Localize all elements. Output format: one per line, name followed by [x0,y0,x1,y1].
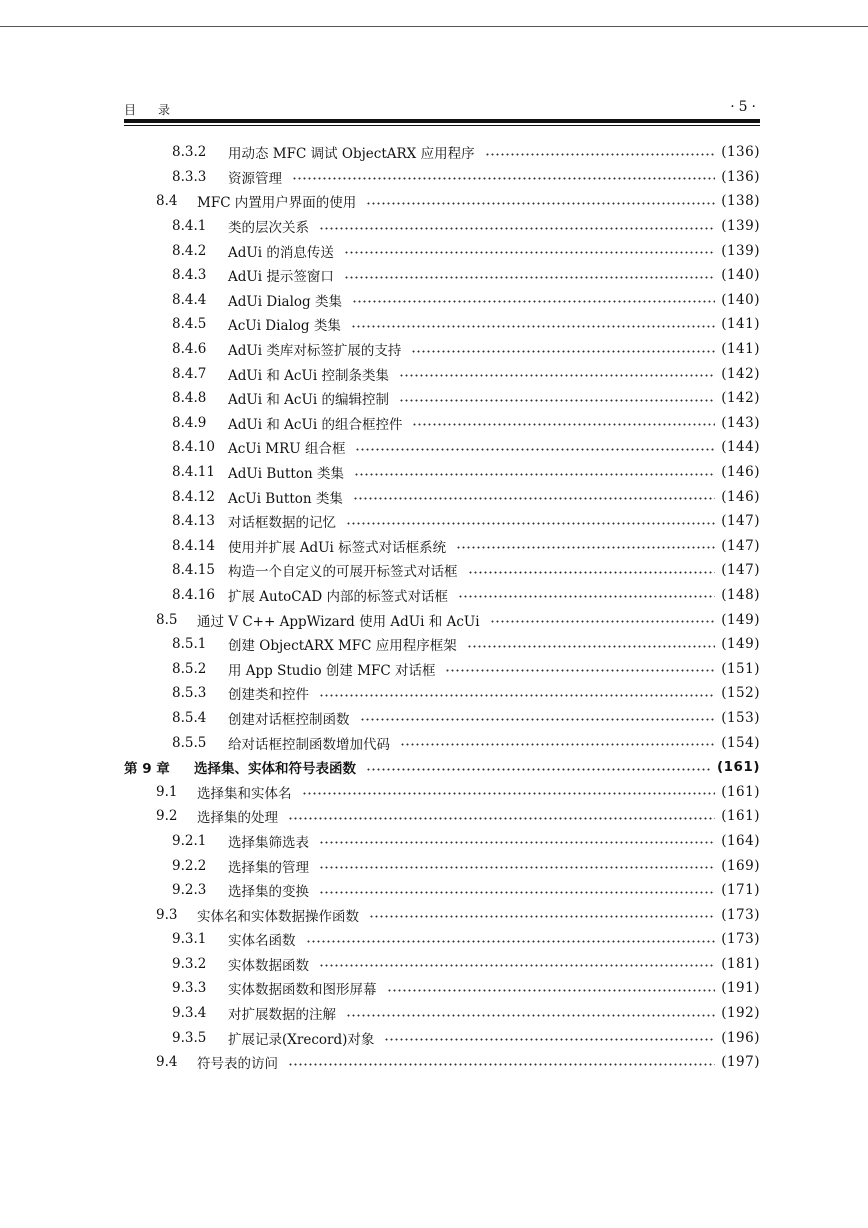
toc-entry-title: 资源管理 [228,170,282,187]
toc-dot-leader [355,448,715,451]
toc-dot-leader [319,841,715,844]
toc-entry-title: 通过 V C++ AppWizard 使用 AdUi 和 AcUi [197,613,480,630]
toc-section-entry [124,804,760,829]
toc-entry-page: (138) [721,193,760,210]
toc-entry-page: (192) [721,1005,760,1022]
toc-dot-leader [319,891,715,894]
toc-subsection-entry [124,706,760,731]
toc-entry-title: 创建类和控件 [228,687,309,704]
toc-section-entry [124,1050,760,1075]
toc-entry-number: 8.3.2 [172,144,207,161]
toc-entry-number: 8.4.10 [172,439,215,456]
toc-entry-page: (169) [721,857,760,874]
toc-entry-number: 8.4.7 [172,365,207,382]
toc-entry-page: (147) [721,513,760,530]
toc-subsection-entry [124,361,760,386]
toc-entry-number: 9.4 [156,1054,178,1071]
toc-subsection-entry [124,312,760,337]
toc-entry-title: 对话框数据的记忆 [228,515,336,532]
toc-subsection-entry [124,337,760,362]
toc-subsection-entry [124,411,760,436]
header-title: 目录 [124,103,193,117]
toc-entry-page: (161) [721,808,760,825]
toc-subsection-entry [124,952,760,977]
toc-entry-title: AcUi Button 类集 [228,490,343,507]
toc-dot-leader [352,300,715,303]
toc-subsection-entry [124,460,760,485]
toc-subsection-entry [124,165,760,190]
toc-section-entry [124,902,760,927]
toc-entry-number: 8.5.2 [172,660,207,677]
toc-subsection-entry [124,878,760,903]
toc-entry-page: (161) [716,759,760,776]
header-rule-thick [124,119,760,123]
toc-dot-leader [306,940,716,943]
toc-subsection-entry [124,263,760,288]
toc-subsection-entry [124,288,760,313]
toc-entry-number: 9.2.1 [172,832,207,849]
toc-subsection-entry [124,509,760,534]
toc-subsection-entry [124,1001,760,1026]
toc-entry-page: (141) [721,316,760,333]
toc-entry-title: 选择集的处理 [197,810,278,827]
toc-subsection-entry [124,214,760,239]
toc-entry-page: (146) [721,488,760,505]
toc-entry-title: 选择集、实体和符号表函数 [194,761,356,778]
toc-subsection-entry [124,730,760,755]
toc-entry-number: 8.4.3 [172,267,207,284]
toc-dot-leader [400,743,715,746]
toc-entry-title: 构造一个自定义的可展开标签式对话框 [228,564,458,581]
toc-dot-leader [302,792,716,795]
toc-entry-number: 8.4 [156,193,178,210]
toc-entry-title: 选择集和实体名 [197,785,292,802]
toc-entry-page: (197) [721,1054,760,1071]
toc-entry-page: (161) [721,783,760,800]
toc-entry-title: AdUi Button 类集 [228,466,344,483]
toc-entry-title: 选择集的变换 [228,884,309,901]
toc-entry-page: (151) [721,660,760,677]
toc-entry-page: (154) [721,734,760,751]
toc-dot-leader [319,694,715,697]
toc-entry-page: (140) [721,291,760,308]
toc-entry-number: 9.3.4 [172,1005,207,1022]
toc-entry-title: AdUi 类库对标签扩展的支持 [228,343,402,360]
toc-entry-number: 8.4.4 [172,291,207,308]
toc-entry-title: 扩展记录(Xrecord)对象 [228,1031,375,1048]
toc-entry-title: AdUi 的消息传送 [228,244,334,261]
toc-entry-page: (146) [721,464,760,481]
toc-entry-number: 8.5.3 [172,685,207,702]
toc-entry-title: 符号表的访问 [197,1056,278,1073]
toc-entry-number: 8.4.1 [172,218,207,235]
toc-entry-number: 8.4.2 [172,242,207,259]
toc-dot-leader [369,915,715,918]
toc-entry-number: 8.3.3 [172,168,207,185]
toc-entry-number: 8.4.13 [172,513,215,530]
toc-dot-leader [319,866,715,869]
toc-entry-title: 对扩展数据的注解 [228,1007,336,1024]
toc-subsection-entry [124,632,760,657]
toc-dot-leader [288,817,715,820]
toc-entry-page: (173) [721,906,760,923]
toc-subsection-entry [124,681,760,706]
toc-dot-leader [292,177,715,180]
toc-dot-leader [319,964,715,967]
toc-section-entry [124,779,760,804]
toc-dot-leader [412,423,715,426]
toc-dot-leader [467,645,715,648]
toc-dot-leader [344,251,715,254]
toc-entry-page: (148) [721,586,760,603]
toc-dot-leader [346,1014,715,1017]
toc-entry-page: (152) [721,685,760,702]
toc-entry-page: (173) [721,931,760,948]
toc-entry-number: 9.3.2 [172,955,207,972]
toc-entry-page: (181) [721,955,760,972]
toc-entry-title: MFC 内置用户界面的使用 [197,195,357,212]
toc-entry-title: AdUi 和 AcUi 的组合框控件 [228,416,403,433]
toc-subsection-entry [124,484,760,509]
toc-entry-title: AdUi Dialog 类集 [228,293,342,310]
toc-dot-leader [360,718,716,721]
toc-chapter-entry [124,755,760,780]
toc-entry-title: 类的层次关系 [228,220,309,237]
toc-entry-page: (147) [721,562,760,579]
toc-entry-number: 8.5.4 [172,709,207,726]
toc-entry-number: 9.3.1 [172,931,207,948]
toc-dot-leader [399,374,715,377]
toc-dot-leader [490,620,716,623]
toc-entry-number: 8.4.5 [172,316,207,333]
toc-dot-leader [456,546,715,549]
toc-entry-title: 给对话框控制函数增加代码 [228,736,390,753]
toc-dot-leader [366,202,715,205]
toc-subsection-entry [124,583,760,608]
toc-dot-leader [387,989,716,992]
toc-entry-page: (191) [721,980,760,997]
toc-entry-number: 8.4.16 [172,586,215,603]
toc-entry-page: (141) [721,341,760,358]
toc-entry-title: 用 App Studio 创建 MFC 对话框 [228,662,436,679]
toc-entry-number: 8.5.1 [172,636,207,653]
toc-entry-page: (144) [721,439,760,456]
toc-entry-title: 使用并扩展 AdUi 标签式对话框系统 [228,539,447,556]
toc-entry-number: 9.2.2 [172,857,207,874]
toc-entry-page: (139) [721,218,760,235]
toc-subsection-entry [124,1025,760,1050]
toc-entry-page: (196) [721,1029,760,1046]
toc-subsection-entry [124,853,760,878]
toc-entry-page: (142) [721,390,760,407]
toc-dot-leader [346,522,715,525]
toc-dot-leader [288,1063,715,1066]
toc-entry-title: 创建对话框控制函数 [228,711,350,728]
toc-entry-title: 选择集筛选表 [228,834,309,851]
toc-entry-number: 9.3 [156,906,178,923]
toc-entry-page: (136) [721,144,760,161]
toc-subsection-entry [124,829,760,854]
toc-entry-title: AdUi 和 AcUi 控制条类集 [228,367,389,384]
toc-entry-number: 8.4.8 [172,390,207,407]
toc-dot-leader [399,399,715,402]
toc-entry-page: (149) [721,611,760,628]
toc-subsection-entry [124,435,760,460]
toc-entry-number: 8.4.15 [172,562,215,579]
toc-entry-page: (171) [721,882,760,899]
toc-section-entry [124,607,760,632]
page-top-rule [0,26,868,27]
table-of-contents [124,140,760,1075]
toc-entry-number: 8.5.5 [172,734,207,751]
toc-subsection-entry [124,558,760,583]
toc-entry-title: AdUi 提示签窗口 [228,269,334,286]
toc-dot-leader [344,276,715,279]
toc-entry-title: 实体名和实体数据操作函数 [197,908,359,925]
toc-dot-leader [319,227,715,230]
toc-entry-title: 实体数据函数 [228,957,309,974]
toc-entry-number: 8.5 [156,611,178,628]
toc-entry-page: (147) [721,537,760,554]
toc-dot-leader [485,153,716,156]
toc-dot-leader [411,350,715,353]
toc-entry-number: 9.2.3 [172,882,207,899]
toc-dot-leader [468,571,716,574]
toc-entry-number: 9.2 [156,808,178,825]
toc-entry-title: 扩展 AutoCAD 内部的标签式对话框 [228,588,448,605]
toc-entry-title: AdUi 和 AcUi 的编辑控制 [228,392,389,409]
running-header [124,101,760,121]
toc-dot-leader [354,473,715,476]
toc-subsection-entry [124,238,760,263]
toc-subsection-entry [124,534,760,559]
toc-entry-number: 9.1 [156,783,178,800]
toc-entry-title: 实体名函数 [228,933,296,950]
toc-entry-page: (142) [721,365,760,382]
toc-subsection-entry [124,386,760,411]
toc-subsection-entry [124,976,760,1001]
toc-dot-leader [353,497,715,500]
toc-entry-number: 第 9 章 [124,761,170,778]
toc-subsection-entry [124,140,760,165]
toc-entry-title: 用动态 MFC 调试 ObjectARX 应用程序 [228,146,475,163]
toc-entry-number: 8.4.6 [172,341,207,358]
header-page-number: ·5· [730,99,760,115]
toc-entry-title: 创建 ObjectARX MFC 应用程序框架 [228,638,457,655]
toc-entry-page: (153) [721,709,760,726]
toc-dot-leader [351,325,715,328]
toc-entry-page: (164) [721,832,760,849]
toc-entry-page: (136) [721,168,760,185]
toc-entry-number: 9.3.5 [172,1029,207,1046]
toc-dot-leader [458,595,715,598]
toc-entry-page: (149) [721,636,760,653]
toc-subsection-entry [124,656,760,681]
toc-entry-page: (140) [721,267,760,284]
header-rule-thin [124,125,760,126]
toc-entry-number: 8.4.14 [172,537,215,554]
toc-dot-leader [384,1038,715,1041]
toc-dot-leader [445,669,715,672]
toc-entry-title: AcUi MRU 组合框 [228,441,346,458]
toc-entry-number: 9.3.3 [172,980,207,997]
toc-entry-number: 8.4.9 [172,414,207,431]
toc-entry-title: 选择集的管理 [228,859,309,876]
toc-subsection-entry [124,927,760,952]
toc-dot-leader [366,768,711,771]
toc-entry-title: AcUi Dialog 类集 [228,318,341,335]
toc-entry-number: 8.4.11 [172,464,215,481]
toc-entry-page: (139) [721,242,760,259]
toc-entry-number: 8.4.12 [172,488,215,505]
toc-entry-page: (143) [721,414,760,431]
toc-section-entry [124,189,760,214]
toc-entry-title: 实体数据函数和图形屏幕 [228,982,377,999]
